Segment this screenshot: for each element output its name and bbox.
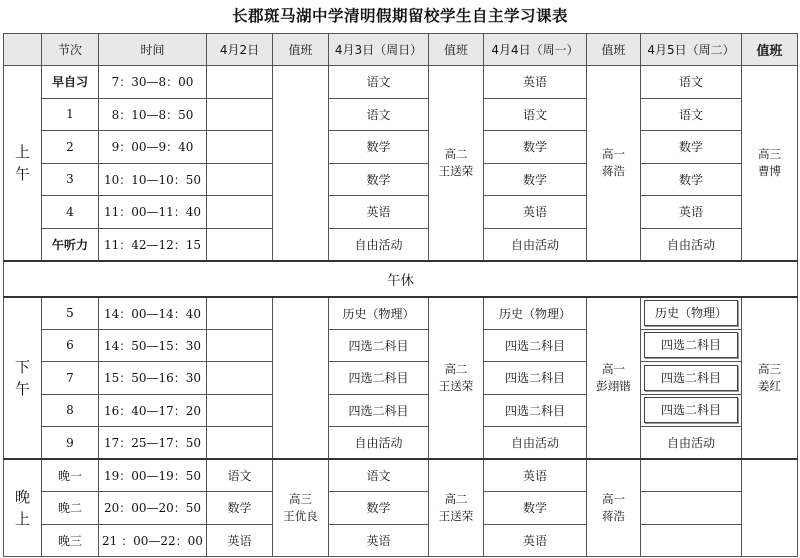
slot-cell: 晚二 [42,492,99,525]
apr2-cell [207,66,273,99]
slot-cell: 3 [42,163,99,196]
header-cell-duty-apr5: 值班 [742,34,798,66]
apr2-cell: 语文 [207,459,273,492]
apr4-cell: 英语 [484,196,587,229]
duty-apr5-evening [742,459,798,557]
apr5-cell [641,362,742,395]
table-row [4,492,798,525]
header-cell-corner [4,34,42,66]
apr4-cell: 历史（物理） [484,297,587,330]
time-cell: 11：42—12：15 [99,228,207,261]
apr3-cell: 数学 [329,131,429,164]
apr2-cell [207,163,273,196]
apr2-cell [207,329,273,362]
time-cell: 14：50—15：30 [99,329,207,362]
apr3-cell: 语文 [329,98,429,131]
slot-cell: 2 [42,131,99,164]
header-cell-duty-apr4: 值班 [587,34,641,66]
apr3-cell: 四选二科目 [329,362,429,395]
apr4-cell: 数学 [484,131,587,164]
slot-cell: 6 [42,329,99,362]
noon-break-row [4,261,798,297]
slot-cell: 7 [42,362,99,395]
duty-apr3-evening: 高二 王送荣 [429,459,484,557]
slot-cell: 4 [42,196,99,229]
time-cell: 9：00—9：40 [99,131,207,164]
apr2-cell [207,228,273,261]
apr3-cell: 自由活动 [329,228,429,261]
apr5-cell [641,492,742,525]
apr3-cell: 英语 [329,196,429,229]
header-cell-time: 时间 [99,34,207,66]
header-cell-apr3: 4月3日（周日） [329,34,429,66]
apr5-cell: 自由活动 [641,427,742,460]
apr3-cell: 语文 [329,66,429,99]
duty-apr4-evening: 高一 蒋浩 [587,459,641,557]
apr2-cell [207,394,273,427]
schedule-table-container [3,33,797,555]
apr2-cell [207,196,273,229]
time-cell: 21 ：00—22：00 [99,524,207,557]
apr2-cell: 英语 [207,524,273,557]
apr4-cell: 英语 [484,524,587,557]
table-row [4,362,798,395]
table-row [4,394,798,427]
time-cell: 15：50—16：30 [99,362,207,395]
duty-apr2-afternoon [273,297,329,460]
apr5-cell [641,297,742,330]
header-cell-duty-apr3: 值班 [429,34,484,66]
period-label-afternoon: 下 午 [4,297,42,460]
table-row [4,196,798,229]
slot-cell: 晚一 [42,459,99,492]
slot-cell: 午听力 [42,228,99,261]
header-cell-apr4: 4月4日（周一） [484,34,587,66]
slot-cell: 早自习 [42,66,99,99]
apr5-cell [641,394,742,427]
apr2-cell [207,362,273,395]
header-cell-apr2: 4月2日 [207,34,273,66]
time-cell: 17：25—17：50 [99,427,207,460]
header-cell-slot: 节次 [42,34,99,66]
duty-apr3-morning: 高二 王送荣 [429,66,484,261]
apr5-boxed-text: 历史（物理） [644,300,738,326]
apr4-cell: 自由活动 [484,228,587,261]
apr5-boxed-text: 四选二科目 [644,365,738,391]
duty-apr5-afternoon: 高三 姜红 [742,297,798,460]
apr2-cell [207,131,273,164]
apr3-cell: 数学 [329,163,429,196]
apr4-cell: 数学 [484,163,587,196]
time-cell: 14：00—14：40 [99,297,207,330]
apr2-cell [207,297,273,330]
apr3-cell: 数学 [329,492,429,525]
slot-cell: 晚三 [42,524,99,557]
slot-cell: 9 [42,427,99,460]
apr3-cell: 语文 [329,459,429,492]
apr4-cell: 英语 [484,459,587,492]
header-cell-apr5: 4月5日（周二） [641,34,742,66]
time-cell: 11：00—11：40 [99,196,207,229]
apr2-cell [207,98,273,131]
slot-cell: 5 [42,297,99,330]
apr5-cell [641,459,742,492]
header-row [4,34,798,66]
table-row [4,524,798,557]
header-cell-duty-apr2: 值班 [273,34,329,66]
duty-apr4-afternoon: 高一 彭翊锴 [587,297,641,460]
table-row [4,98,798,131]
apr4-cell: 四选二科目 [484,394,587,427]
slot-cell: 8 [42,394,99,427]
apr4-cell: 四选二科目 [484,329,587,362]
table-row [4,228,798,261]
duty-apr2-morning [273,66,329,261]
table-row [4,66,798,99]
apr5-cell: 自由活动 [641,228,742,261]
slot-cell: 1 [42,98,99,131]
time-cell: 20：00—20：50 [99,492,207,525]
apr5-boxed-text: 四选二科目 [644,332,738,358]
apr5-cell: 数学 [641,163,742,196]
table-row [4,163,798,196]
time-cell: 8：10—8：50 [99,98,207,131]
table-row [4,427,798,460]
duty-apr2-evening: 高三 王优良 [273,459,329,557]
time-cell: 19：00—19：50 [99,459,207,492]
apr3-cell: 自由活动 [329,427,429,460]
apr4-cell: 语文 [484,98,587,131]
apr3-cell: 英语 [329,524,429,557]
apr5-cell: 英语 [641,196,742,229]
apr5-cell: 语文 [641,66,742,99]
period-label-morning: 上 午 [4,66,42,261]
schedule-table [3,33,798,557]
apr5-cell: 数学 [641,131,742,164]
apr5-cell: 语文 [641,98,742,131]
time-cell: 10：10—10：50 [99,163,207,196]
apr2-cell: 数学 [207,492,273,525]
duty-apr4-morning: 高一 蒋浩 [587,66,641,261]
apr4-cell: 自由活动 [484,427,587,460]
apr3-cell: 历史（物理） [329,297,429,330]
duty-apr3-afternoon: 高二 王送荣 [429,297,484,460]
table-row [4,329,798,362]
table-row [4,459,798,492]
apr5-cell [641,329,742,362]
apr5-cell [641,524,742,557]
apr5-boxed-text: 四选二科目 [644,397,738,423]
time-cell: 7：30—8：00 [99,66,207,99]
noon-break-label: 午休 [4,261,798,297]
table-row [4,131,798,164]
apr3-cell: 四选二科目 [329,394,429,427]
page-title: 长郡斑马湖中学清明假期留校学生自主学习课表 [231,7,568,25]
apr4-cell: 英语 [484,66,587,99]
apr3-cell: 四选二科目 [329,329,429,362]
apr4-cell: 数学 [484,492,587,525]
duty-apr5-morning: 高三 曹博 [742,66,798,261]
table-row [4,297,798,330]
time-cell: 16：40—17：20 [99,394,207,427]
period-label-evening: 晚 上 [4,459,42,557]
apr4-cell: 四选二科目 [484,362,587,395]
apr2-cell [207,427,273,460]
